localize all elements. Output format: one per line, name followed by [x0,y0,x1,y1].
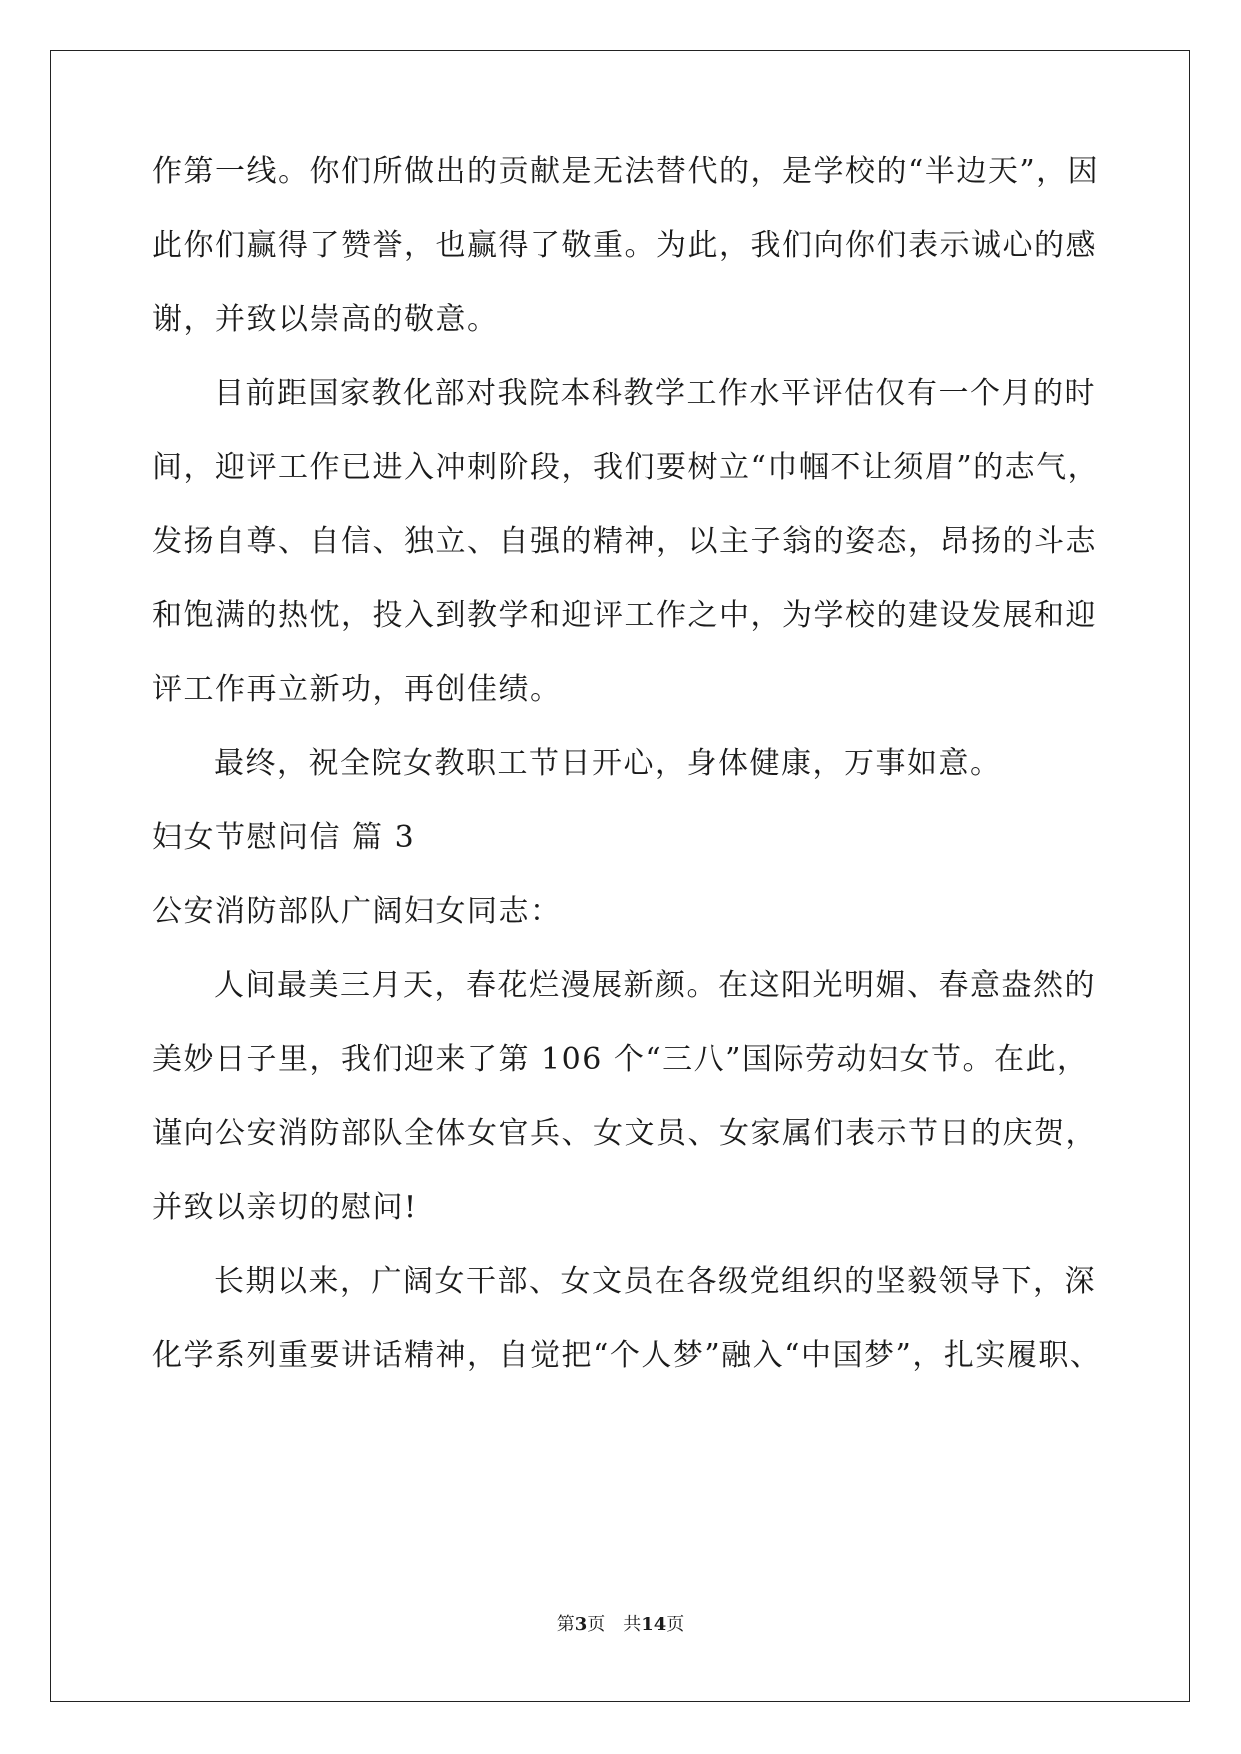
page-border [50,50,1190,1702]
text-line: 最终，祝全院女教职工节日开心，身体健康，万事如意。 [214,746,1002,781]
text-line: 目前距国家教化部对我院本科教学工作水平评估仅有一个月的时 [214,376,1096,411]
text-line: 人间最美三月天，春花烂漫展新颜。在这阳光明媚、春意盎然的 [214,968,1096,1003]
text-line: 发扬自尊、自信、独立、自强的精神，以主子翁的姿态，昂扬的斗志 [152,524,1097,559]
page-footer [0,1613,1241,1637]
text-line: 美妙日子里，我们迎来了第 106 个“三八”国际劳动妇女节。在此， [152,1042,1089,1077]
text-line: 并致以亲切的慰问! [152,1190,418,1225]
section-heading: 妇女节慰问信 篇 3 [152,820,416,855]
text-line: 谨向公安消防部队全体女官兵、女文员、女家属们表示节日的庆贺， [152,1116,1097,1151]
page-number-prefix: 第 [556,1614,575,1635]
salutation: 公安消防部队广阔妇女同志： [152,894,562,929]
text-line: 此你们赢得了赞誉，也赢得了敬重。为此，我们向你们表示诚心的感 [152,228,1097,263]
page-number-middle: 页 共 [587,1614,642,1635]
text-line: 化学系列重要讲话精神，自觉把“个人梦”融入“中国梦”，扎实履职、 [152,1338,1102,1373]
page-number-suffix: 页 [666,1614,685,1635]
page-number-total: 14 [641,1614,667,1635]
text-line: 间，迎评工作已进入冲刺阶段，我们要树立“巾帼不让须眉”的志气， [152,450,1100,485]
text-line: 作第一线。你们所做出的贡献是无法替代的，是学校的“半边天”，因 [152,154,1100,189]
text-line: 评工作再立新功，再创佳绩。 [152,672,562,707]
text-line: 谢，并致以崇高的敬意。 [152,302,499,337]
page-number-current: 3 [574,1614,588,1635]
text-line: 长期以来，广阔女干部、女文员在各级党组织的坚毅领导下，深 [214,1264,1096,1299]
text-line: 和饱满的热忱，投入到教学和迎评工作之中，为学校的建设发展和迎 [152,598,1097,633]
